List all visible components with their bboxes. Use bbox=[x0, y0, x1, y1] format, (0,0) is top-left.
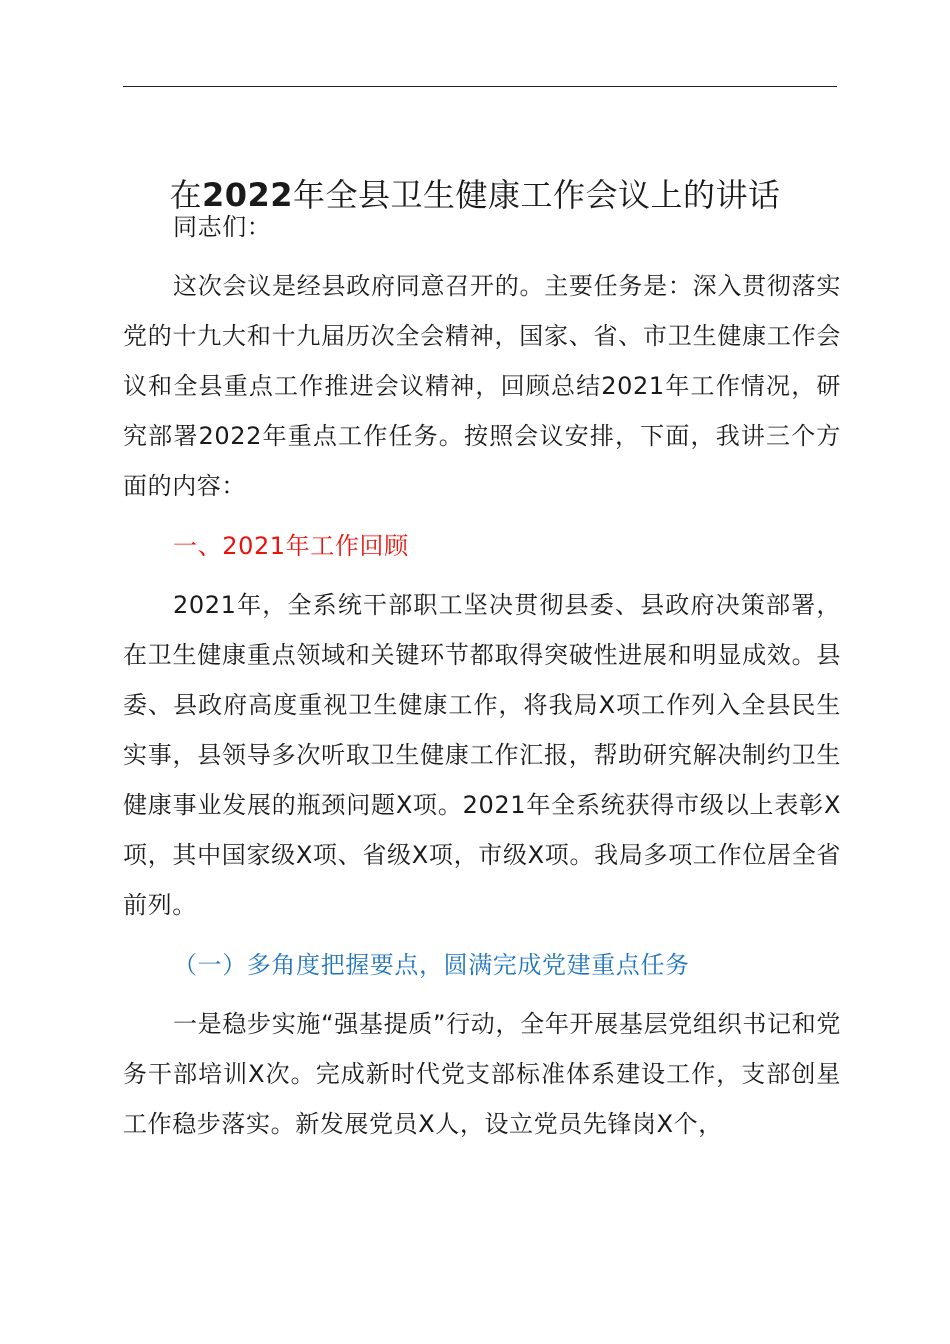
subsection-heading: （一）多角度把握要点，圆满完成党建重点任务 bbox=[173, 951, 690, 979]
header-rule bbox=[123, 86, 837, 87]
section-heading: 一、2021年工作回顾 bbox=[173, 532, 409, 560]
title-year: 2022 bbox=[201, 176, 294, 215]
subsection-paragraph: 一是稳步实施“强基提质”行动，全年开展基层党组织书记和党务干部培训X次。完成新时代党支部标准体系建设工作，支部创星工作稳步落实。新发展党员X人，设立党员先锋岗X个， bbox=[123, 1010, 841, 1138]
document-body bbox=[123, 200, 841, 1149]
title-suffix: 年全县卫生健康工作会议上的讲话 bbox=[293, 176, 781, 215]
greeting: 同志们： bbox=[173, 213, 272, 241]
section-paragraph: 2021年，全系统干部职工坚决贯彻县委、县政府决策部署，在卫生健康重点领域和关键环节都取得突破性进展和明显成效。县委、县政府高度重视卫生健康工作，将我局X项工作列入全县民生实事，县领导多次听取卫生健康工作汇报，帮助研究解决制约卫生健康事业发展的瓶颈问题X项。2021年全系统获得市级以上表彰X项，其中国家级X项、省级X项，市级X项。我局多项工作位居全省前列。 bbox=[123, 591, 841, 919]
title-prefix: 在 bbox=[169, 176, 202, 215]
intro-paragraph: 这次会议是经县政府同意召开的。主要任务是：深入贯彻落实党的十九大和十九届历次全会精神，国家、省、市卫生健康工作会议和全县重点工作推进会议精神，回顾总结2021年工作情况，研究部署2022年重点工作任务。按照会议安排，下面，我讲三个方面的内容： bbox=[123, 272, 841, 500]
